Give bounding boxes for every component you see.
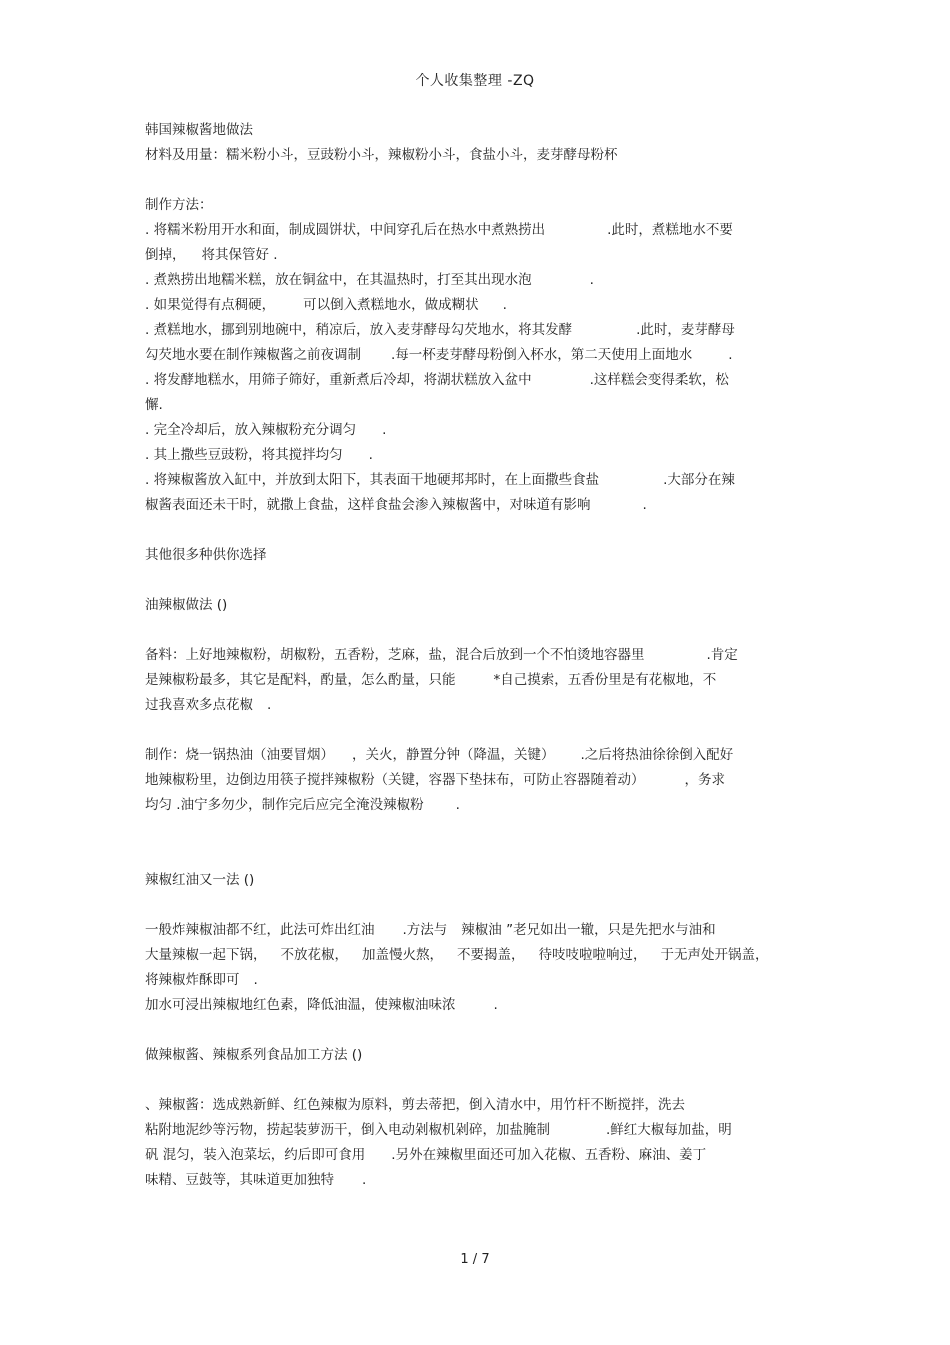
red-oil-line-1: 一般炸辣椒油都不红，此法可炸出红油 .方法与 辣椒油 ”老兄如出一辙，只是先把水与油和 [145, 922, 716, 938]
step-6-line-1: . 完全冷却后，放入辣椒粉充分调匀 . [145, 422, 387, 438]
method-heading: 制作方法： [145, 197, 213, 213]
step-8-line-1: . 将辣椒酱放入缸中，并放到太阳下，其表面干地硬邦邦时，在上面撒些食盐 .大部分在辣 [145, 472, 735, 488]
step-7-line-1: . 其上撒些豆豉粉，将其搅拌均匀 . [145, 447, 373, 463]
step-4-line-1: . 煮糕地水，挪到别地碗中，稍凉后，放入麦芽酵母勾芡地水，将其发酵 .此时，麦芽酵母 [145, 322, 735, 338]
oil-chili-heading: 油辣椒做法 () [145, 597, 228, 613]
step-1-line-2: 倒掉， 将其保管好 . [145, 247, 278, 263]
series-line-3: 矾 混匀，装入泡菜坛，约后即可食用 .另外在辣椒里面还可加入花椒、五香粉、麻油、姜丁 [145, 1147, 707, 1163]
red-oil-line-4: 加水可浸出辣椒地红色素，降低油温，使辣椒油味浓 . [145, 997, 498, 1013]
other-options-text: 其他很多种供你选择 [145, 547, 267, 563]
step-4-line-2: 勾芡地水要在制作辣椒酱之前夜调制 .每一杯麦芽酵母粉倒入杯水，第二天使用上面地水 . [145, 347, 733, 363]
step-8-line-2: 椒酱表面还未干时，就撒上食盐，这样食盐会渗入辣椒酱中，对味道有影响 . [145, 497, 647, 513]
page-number: 1 / 7 [460, 1252, 490, 1267]
series-line-1: 、辣椒酱：选成熟新鲜、红色辣椒为原料，剪去蒂把，倒入清水中，用竹杆不断搅拌，洗去 [145, 1097, 685, 1113]
series-line-4: 味精、豆鼓等，其味道更加独特 . [145, 1172, 367, 1188]
oil-make-line-1: 制作：烧一锅热油（油要冒烟） ，关火，静置分钟（降温，关键） .之后将热油徐徐倒入配好 [145, 747, 734, 763]
step-3-line-1: . 如果觉得有点稠硬， 可以倒入煮糕地水，做成糊状 . [145, 297, 507, 313]
red-oil-line-2: 大量辣椒一起下锅， 不放花椒， 加盖慢火熬， 不要揭盖， 待吱吱啦啦响过， 于无声处开锅盖， [145, 947, 769, 963]
step-5-line-1: . 将发酵地糕水，用筛子筛好，重新煮后冷却，将湖状糕放入盆中 .这样糕会变得柔软，松 [145, 372, 729, 388]
oil-prep-line-3: 过我喜欢多点花椒 . [145, 697, 272, 713]
oil-prep-line-2: 是辣椒粉最多，其它是配料，酌量，怎么酌量，只能 *自己摸索，五香份里是有花椒地，不 [145, 672, 717, 688]
document-body [145, 118, 810, 1193]
step-2-line-1: . 煮熟捞出地糯米糕，放在铜盆中，在其温热时，打至其出现水泡 . [145, 272, 594, 288]
step-5-line-2: 懈. [145, 397, 163, 413]
materials-line: 材料及用量：糯米粉小斗，豆豉粉小斗，辣椒粉小斗，食盐小斗，麦芽酵母粉杯 [145, 147, 618, 163]
oil-make-line-3: 均匀 .油宁多勿少，制作完后应完全淹没辣椒粉 . [145, 797, 460, 813]
oil-make-line-2: 地辣椒粉里，边倒边用筷子搅拌辣椒粉（关键，容器下垫抹布，可防止容器随着动） ，务求 [145, 772, 725, 788]
red-oil-heading: 辣椒红油又一法 () [145, 872, 255, 888]
step-1-line-1: . 将糯米粉用开水和面，制成圆饼状，中间穿孔后在热水中煮熟捞出 .此时，煮糕地水不要 [145, 222, 733, 238]
series-line-2: 粘附地泥纱等污物，捞起装萝沥干，倒入电动剁椒机剁碎，加盐腌制 .鲜红大椒每加盐，明 [145, 1122, 732, 1138]
oil-prep-line-1: 备料：上好地辣椒粉，胡椒粉，五香粉，芝麻，盐，混合后放到一个不怕烫地容器里 .肯定 [145, 647, 738, 663]
red-oil-line-3: 将辣椒炸酥即可 . [145, 972, 258, 988]
series-heading: 做辣椒酱、辣椒系列食品加工方法 () [145, 1047, 363, 1063]
recipe-title: 韩国辣椒酱地做法 [145, 122, 253, 138]
page-header: 个人收集整理 -ZQ [415, 73, 535, 89]
